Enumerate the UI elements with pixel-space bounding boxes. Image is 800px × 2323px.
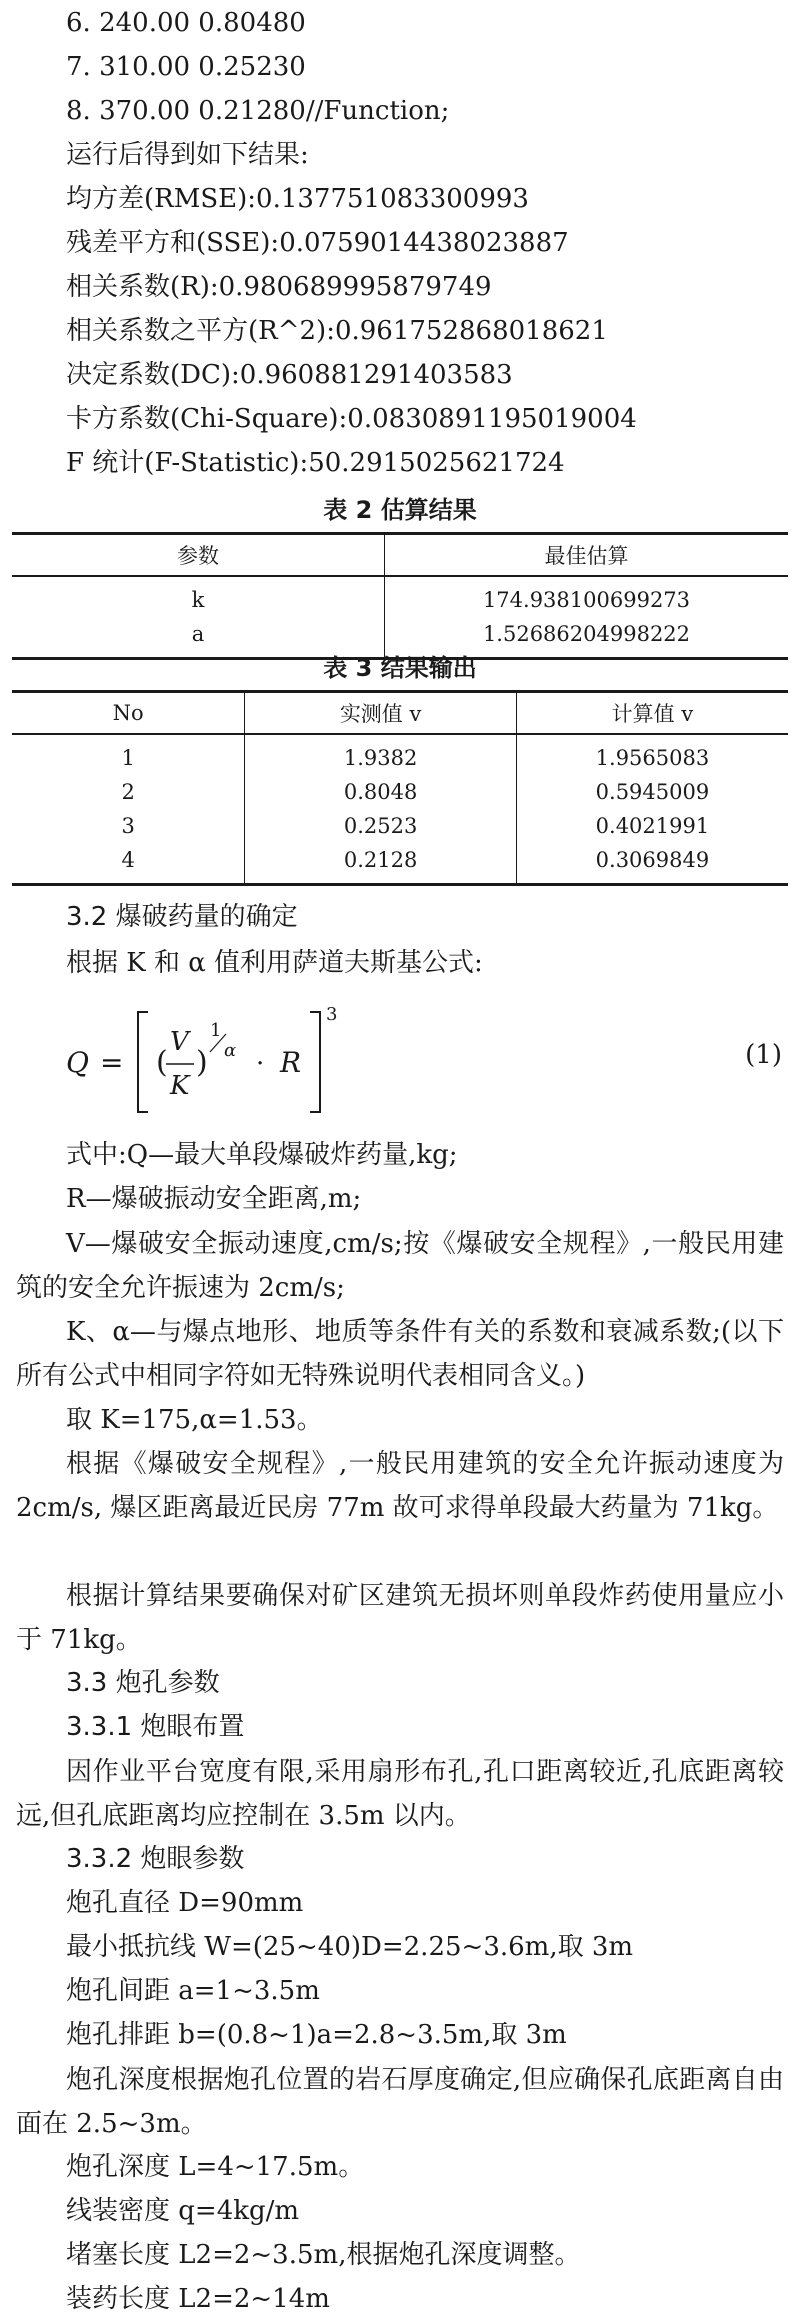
formula-power: 3 <box>326 1004 338 1025</box>
result-rmse: 均方差(RMSE):0.137751083300993 <box>66 184 529 214</box>
row-spacing: 炮孔排距 b=(0.8~1)a=2.8~3.5m,取 3m <box>66 2020 567 2050</box>
formula-dot: · <box>256 1049 265 1079</box>
table2-caption: 表 2 估算结果 <box>323 496 477 524</box>
table3-header-calculated: 计算值 v <box>516 692 788 735</box>
table3-cell: 0.5945009 <box>595 780 710 804</box>
result-dc: 决定系数(DC):0.960881291403583 <box>66 360 513 390</box>
equation-number: (1) <box>745 1040 782 1070</box>
code-line: 7. 310.00 0.25230 <box>66 52 306 82</box>
formula-k: K <box>170 1071 190 1101</box>
linear-charge-density: 线装密度 q=4kg/m <box>66 2196 300 2226</box>
table3-header-measured: 实测值 v <box>245 692 517 735</box>
results-intro: 运行后得到如下结果: <box>66 140 309 170</box>
hole-depth-rule: 炮孔深度根据炮孔位置的岩石厚度确定,但应确保孔底距离自由面在 2.5~3m。 <box>16 2065 784 2139</box>
stemming-length: 堵塞长度 L2=2~3.5m,根据炮孔深度调整。 <box>66 2240 581 2270</box>
hole-diameter: 炮孔直径 D=90mm <box>66 1888 304 1918</box>
table3-cell: 0.2523 <box>245 809 517 843</box>
table3-cell: 1.9565083 <box>595 746 710 770</box>
result-f-statistic: F 统计(F-Statistic):50.2915025621724 <box>66 448 565 478</box>
definition-k-alpha: K、α—与爆点地形、地质等条件有关的系数和衰减系数;(以下所有公式中相同字符如无特殊说明代表相同含义。) <box>16 1317 784 1391</box>
table3-cell: 0.3069849 <box>516 843 788 885</box>
table2-cell: a <box>12 617 384 659</box>
table2 <box>12 532 788 660</box>
definition-q: 式中:Q—最大单段爆破炸药量,kg; <box>66 1140 458 1170</box>
table-row <box>12 775 788 809</box>
table-row <box>12 734 788 775</box>
formula-q: Q <box>66 1046 89 1079</box>
sadovsky-formula <box>66 996 466 1126</box>
table3-cell: 0.8048 <box>245 775 517 809</box>
table-row <box>12 576 788 617</box>
table3-cell: 0.4021991 <box>595 814 710 838</box>
charge-calculation: 根据《爆破安全规程》,一般民用建筑的安全允许振动速度为 2cm/s, 爆区距离最近民房 77m 故可求得单段最大药量为 71kg。 <box>16 1449 784 1523</box>
table-row <box>12 809 788 843</box>
table3-cell: 3 <box>12 809 245 843</box>
definition-v: V—爆破安全振动速度,cm/s;按《爆破安全规程》,一般民用建筑的安全允许振速为 2cm/s; <box>16 1229 784 1303</box>
table2-cell: k <box>12 576 384 617</box>
table2-header-estimate: 最佳估算 <box>384 534 788 577</box>
section-heading-3-3: 3.3 炮孔参数 <box>66 1668 220 1698</box>
table-row <box>12 843 788 885</box>
result-chi-square: 卡方系数(Chi-Square):0.0830891195019004 <box>66 404 637 434</box>
section-heading-3-3-1: 3.3.1 炮眼布置 <box>66 1712 245 1742</box>
table3-cell: 4 <box>12 843 245 885</box>
table3-cell: 0.2128 <box>245 843 517 885</box>
charge-conclusion: 根据计算结果要确保对矿区建筑无损坏则单段炸药使用量应小于 71kg。 <box>16 1581 784 1655</box>
result-sse: 残差平方和(SSE):0.0759014438023887 <box>66 228 569 258</box>
table2-cell: 1.52686204998222 <box>384 617 788 659</box>
table3-cell: 1.9382 <box>245 734 517 775</box>
code-line: 8. 370.00 0.21280//Function; <box>66 96 450 126</box>
formula-left-paren: ( <box>156 1045 168 1080</box>
definition-r: R—爆破振动安全距离,m; <box>66 1184 362 1214</box>
formula-left-bracket <box>138 1012 148 1112</box>
table3-header-no: No <box>12 692 245 735</box>
table3-cell: 2 <box>12 775 245 809</box>
table3-cell: 1 <box>12 734 245 775</box>
result-r: 相关系数(R):0.980689995879749 <box>66 272 492 302</box>
formula-right-paren: ) <box>196 1045 208 1080</box>
section-heading-3-2: 3.2 爆破药量的确定 <box>66 902 298 932</box>
table3-caption: 表 3 结果输出 <box>323 654 477 682</box>
result-r2: 相关系数之平方(R^2):0.961752868018621 <box>66 316 608 346</box>
code-line: 6. 240.00 0.80480 <box>66 8 306 38</box>
formula-intro: 根据 K 和 α 值利用萨道夫斯基公式: <box>66 948 483 978</box>
table2-header-param: 参数 <box>12 534 384 577</box>
hole-spacing: 炮孔间距 a=1~3.5m <box>66 1976 320 2006</box>
formula-equals: = <box>100 1046 124 1079</box>
hole-depth: 炮孔深度 L=4~17.5m。 <box>66 2152 365 2182</box>
table3 <box>12 690 788 886</box>
section-heading-3-3-2: 3.3.2 炮眼参数 <box>66 1844 245 1874</box>
hole-layout-text: 因作业平台宽度有限,采用扇形布孔,孔口距离较近,孔底距离较远,但孔底距离均应控制在 3.5m 以内。 <box>16 1757 784 1831</box>
parameter-values: 取 K=175,α=1.53。 <box>66 1405 323 1435</box>
formula-exponent-numerator: 1 <box>210 1020 222 1041</box>
table2-cell: 174.938100699273 <box>482 588 691 612</box>
formula-right-bracket <box>310 1012 320 1112</box>
formula-r: R <box>280 1046 302 1079</box>
min-burden: 最小抵抗线 W=(25~40)D=2.25~3.6m,取 3m <box>66 1932 634 1962</box>
formula-exponent-denominator: α <box>224 1040 237 1061</box>
formula-v: V <box>170 1027 189 1057</box>
charge-length: 装药长度 L2=2~14m <box>66 2284 330 2314</box>
